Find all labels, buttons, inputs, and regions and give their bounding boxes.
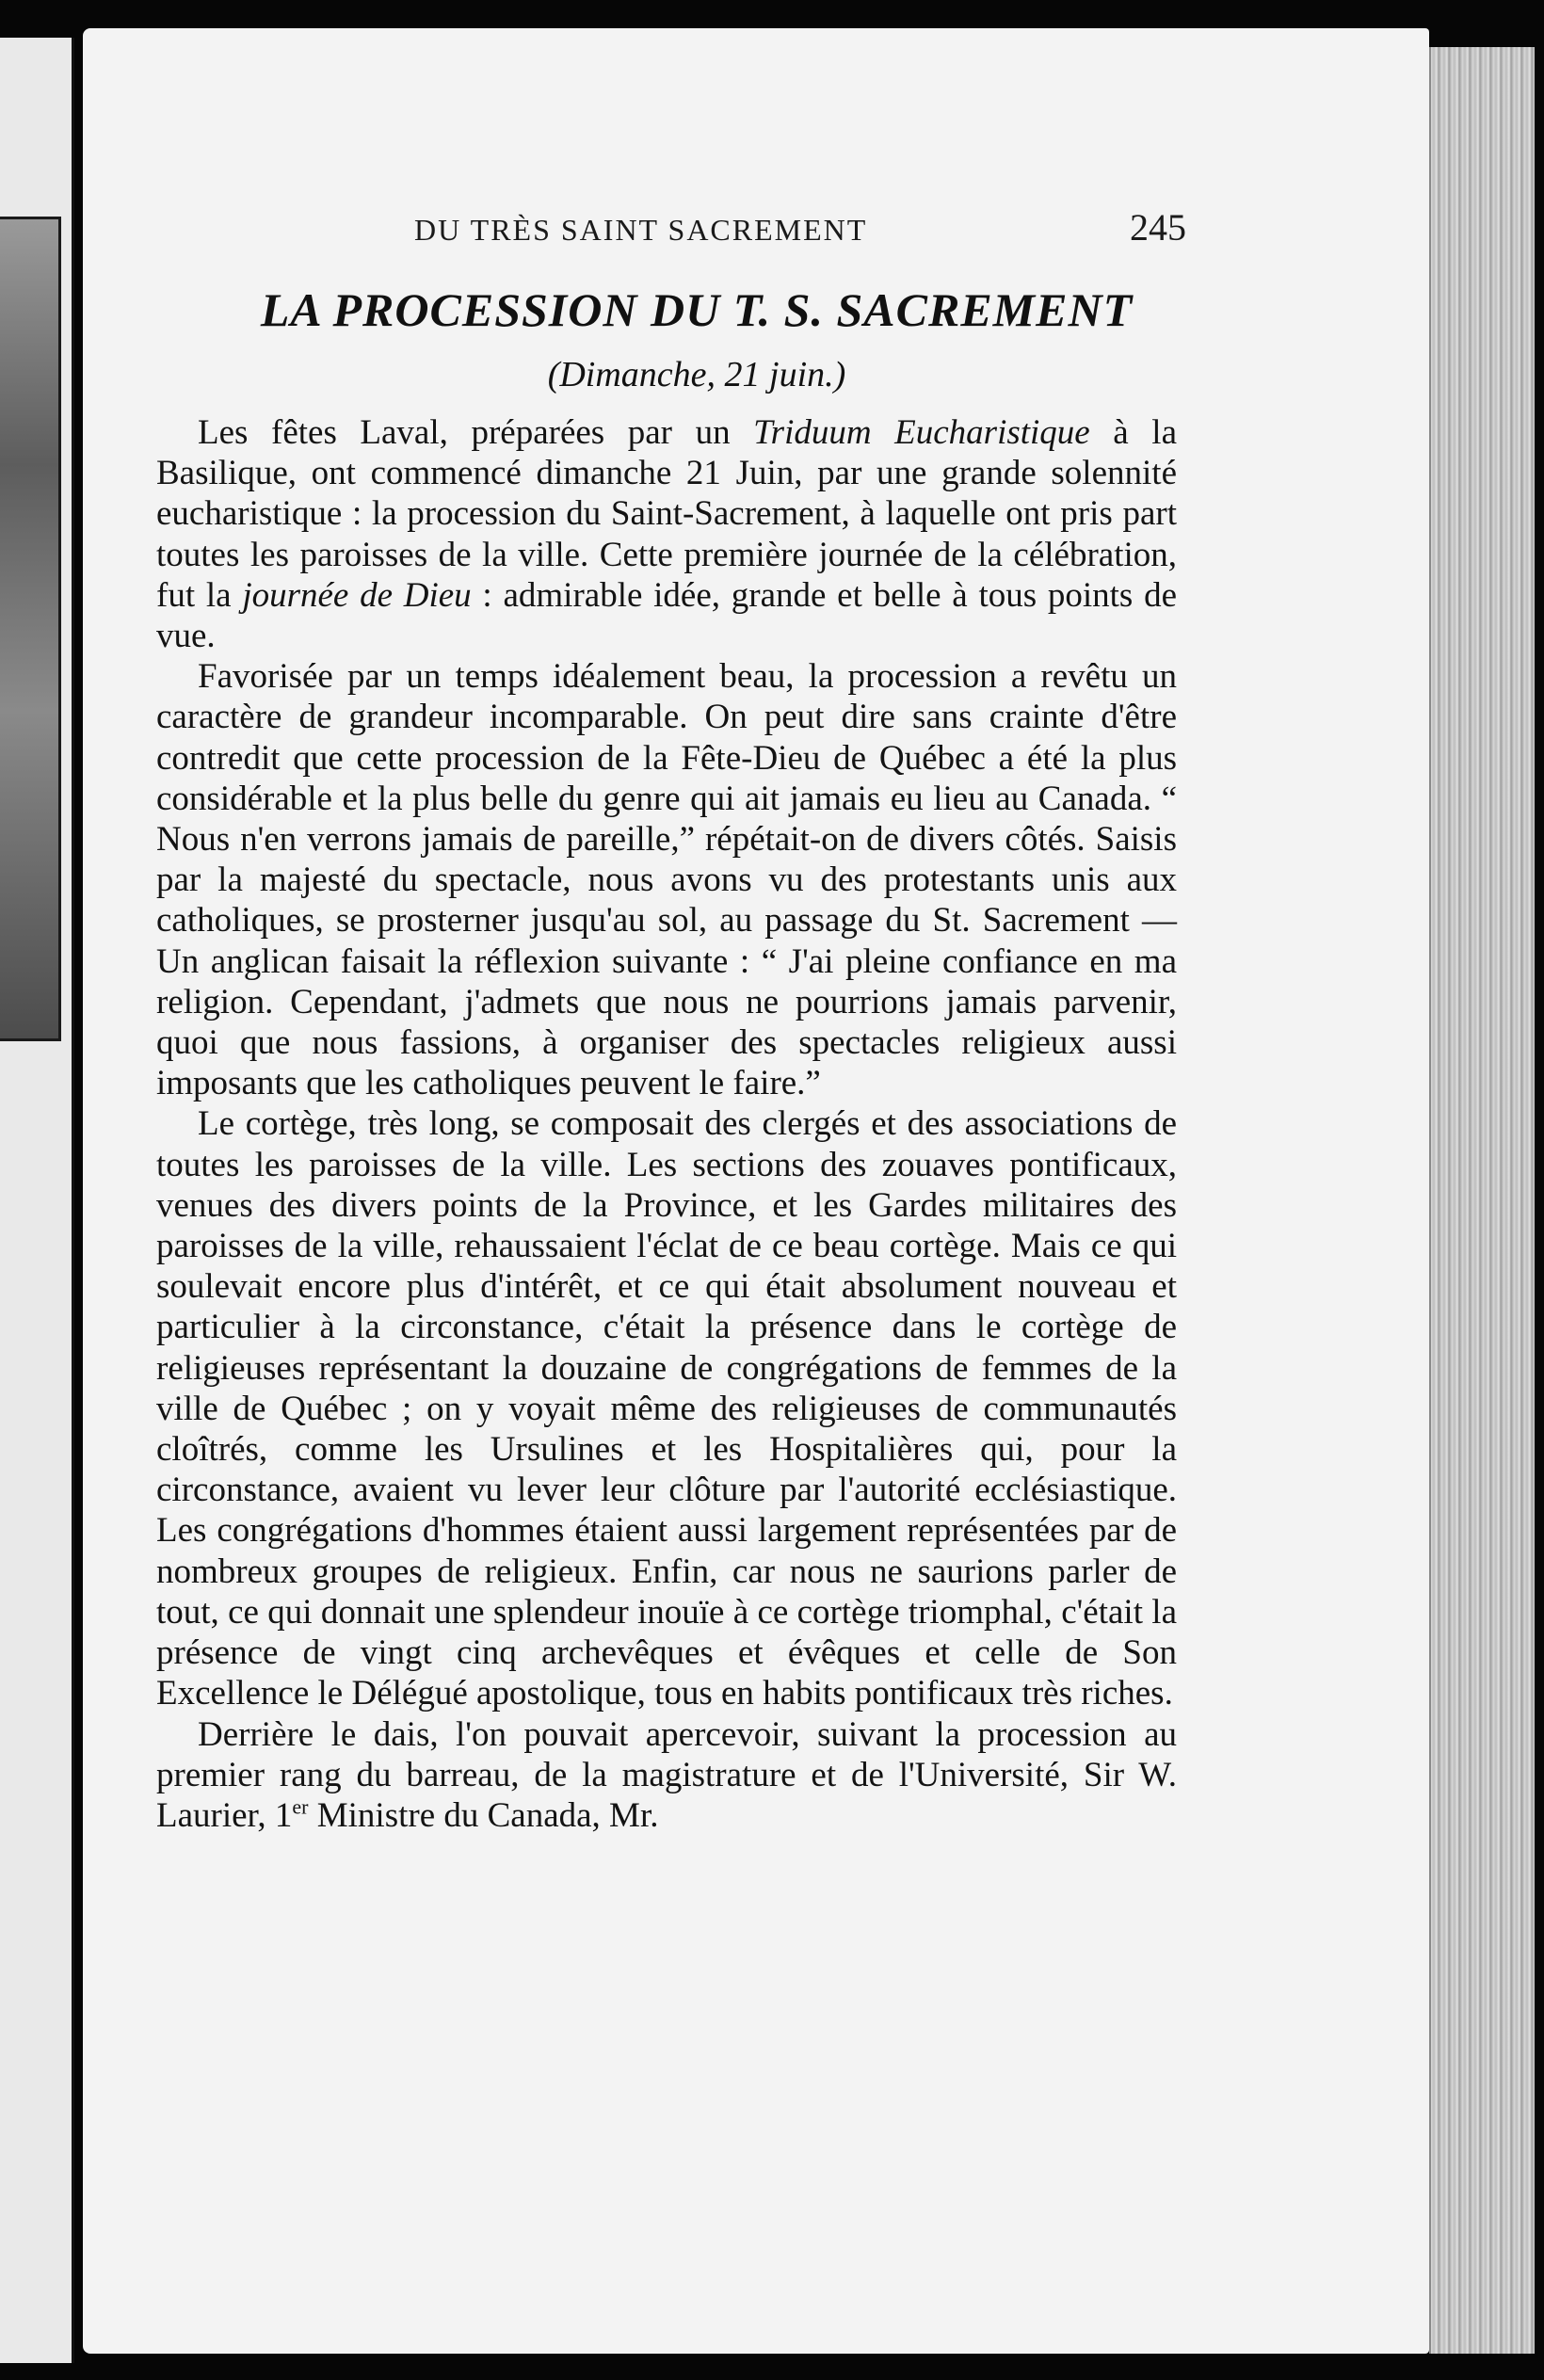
paragraph: Favorisée par un temps idéalement beau, la procession a revêtu un caractère de grandeur incomparable. On peut dire sans crainte d'être contredit que cette procession de la Fête-Dieu de Québec a été la plus considérable et la plus belle du genre qui ait jamais eu lieu au Canada. “ Nous n'en verrons jamais de pareille,” répétait-on de divers côtés. Saisis par la majesté du spectacle, nous avons vu des protestants unis aux catholiques, se prosterner jusqu'au sol, au passage du St. Sacrement — Un anglican faisait la réflexion suivante : “ J'ai pleine confiance en ma religion. Cependant, j'admets que nous ne pourrions jamais parvenir, quoi que nous fassions, à organiser des spectacles religieux aussi imposants que les catholiques peuvent le faire.” <box>156 657 1177 1103</box>
paragraph: Le cortège, très long, se composait des clergés et des associations de toutes les paroisses de la ville. Les sections des zouaves pontificaux, venues des divers points de la Province, et les Gardes militaires des paroisses de la ville, rehaussaient l'éclat de ce beau cortège. Mais ce qui soulevait encore plus d'intérêt, et ce qui était absolument nouveau et particulier à la circonstance, c'était la présence dans le cortège de religieuses représentant la douzaine de congrégations de femmes de la ville de Québec ; on y voyait même des religieuses de communautés cloîtrés, comme les Ursulines et les Hospitalières qui, pour la circonstance, avaient vu lever leur clôture par l'autorité ecclésiastique. Les congrégations d'hommes étaient aussi largement représentées par de nombreux groupes de religieux. Enfin, car nous ne saurions parler de tout, ce qui donnait une splendeur inouïe à ce cortège triomphal, c'était la présence de vingt cinq archevêques et évêques et celle de Son Excellence le Délégué apostolique, tous en habits pontificaux très riches. <box>156 1104 1177 1713</box>
emphasis: Triduum Eucharistique <box>753 413 1090 452</box>
page-number: 245 <box>1130 206 1186 249</box>
paragraph: Les fêtes Laval, préparées par un Triduum Eucharistique à la Basilique, ont commencé dimanche 21 Juin, par une grande solennité eucharistique : la procession du Saint-Sacrement, à laquelle ont pris part toutes les paroisses de la ville. Cette première journée de la célébration, fut la journée de Dieu : admirable idée, grande et belle à tous points de vue. <box>156 413 1178 656</box>
article-subtitle: (Dimanche, 21 juin.) <box>547 355 846 394</box>
page-header <box>188 205 1186 252</box>
running-head: DU TRÈS SAINT SACREMENT <box>414 213 868 247</box>
facing-plate-illustration <box>0 217 61 1041</box>
page-stack-edge <box>1429 47 1535 2354</box>
superscript: er <box>292 1794 309 1819</box>
previous-page-edge <box>0 38 74 2363</box>
article-title: LA PROCESSION DU T. S. SACREMENT <box>260 283 1134 336</box>
article-body <box>156 412 1177 1836</box>
emphasis: journée de Dieu <box>242 575 472 615</box>
paragraph: Derrière le dais, l'on pouvait apercevoir, suivant la procession au premier rang du barreau, de la magistrature et de l'Université, Sir W. Laurier, 1er Ministre du Canada, Mr. <box>156 1714 1177 1835</box>
